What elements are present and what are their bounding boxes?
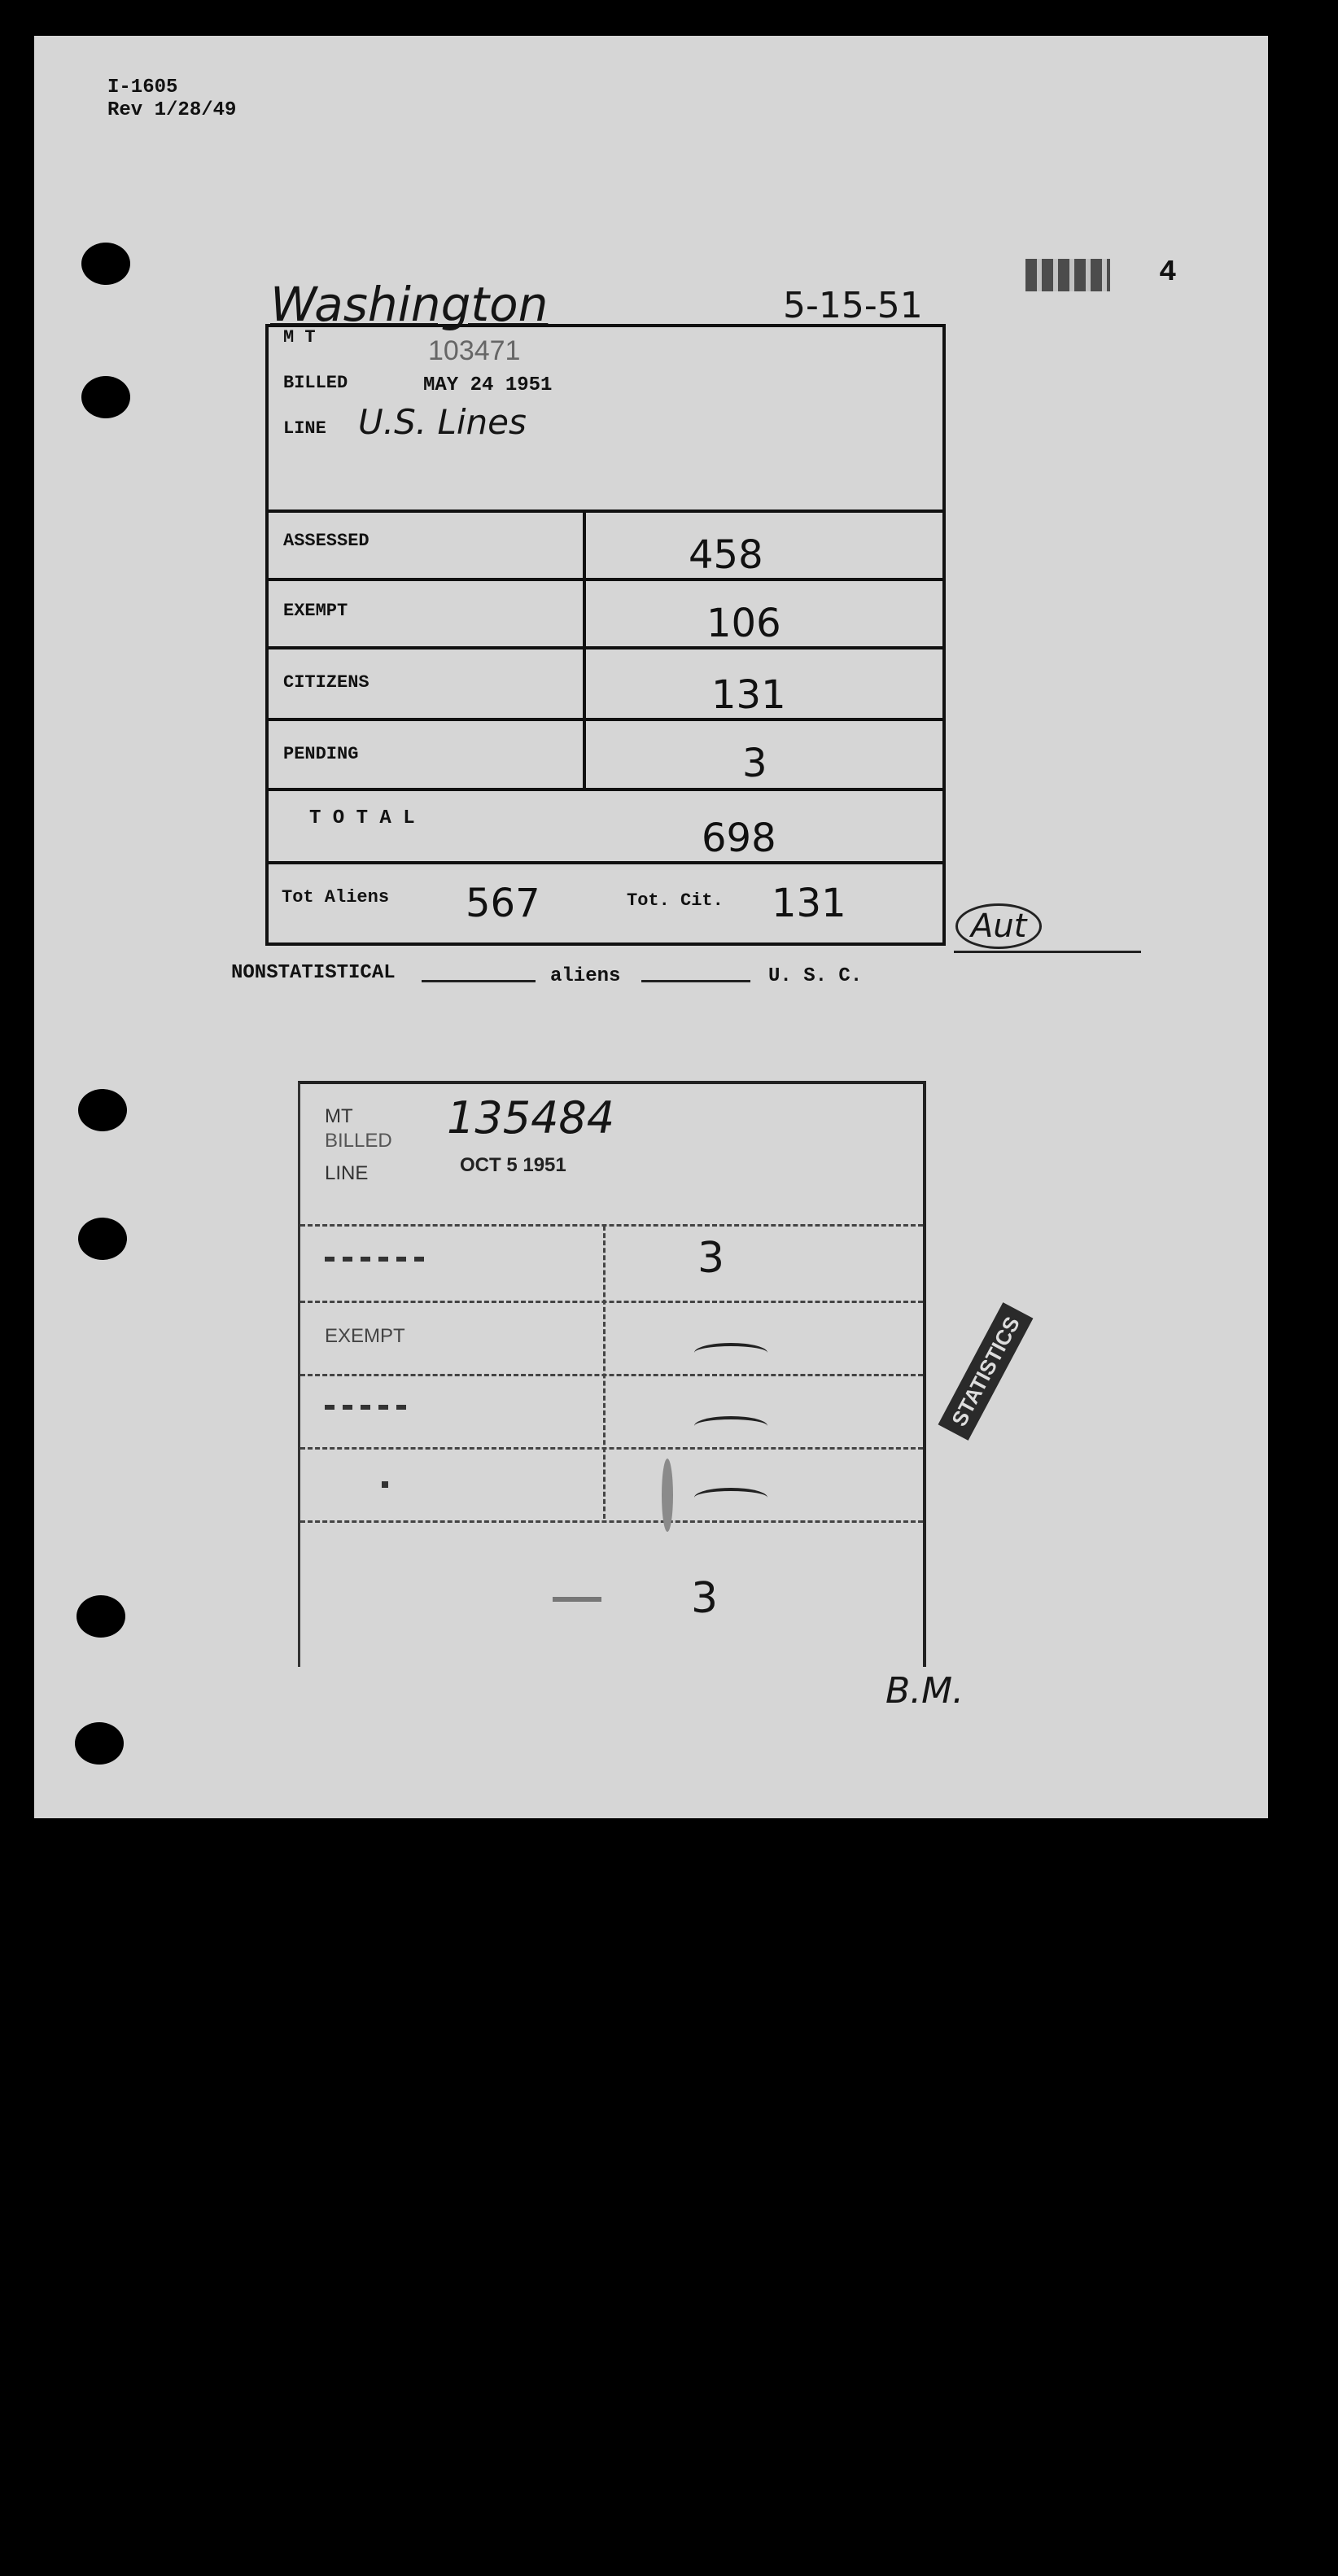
tot-cit-value: 131 bbox=[772, 881, 846, 926]
pending-label: PENDING bbox=[283, 744, 359, 764]
billed-label: BILLED bbox=[325, 1130, 392, 1152]
dash-mark bbox=[694, 1488, 767, 1507]
ink-smudge bbox=[662, 1459, 673, 1532]
line-label: LINE bbox=[283, 418, 326, 439]
faded-pending-label bbox=[382, 1481, 388, 1488]
punch-hole bbox=[81, 376, 130, 418]
initials: Aut bbox=[955, 903, 1042, 949]
divider bbox=[300, 1301, 923, 1303]
mt-number: 135484 bbox=[447, 1092, 615, 1144]
total-label: T O T A L bbox=[309, 807, 415, 829]
citizens-value: 131 bbox=[711, 672, 786, 718]
page-number: 4 bbox=[1159, 256, 1177, 289]
punch-hole bbox=[78, 1089, 127, 1131]
assessed-value: 458 bbox=[689, 532, 763, 578]
divider bbox=[300, 1374, 923, 1376]
divider bbox=[269, 788, 942, 791]
tally-form-2 bbox=[298, 1081, 926, 1667]
faded-total-label bbox=[553, 1597, 601, 1602]
blank-line bbox=[422, 980, 536, 982]
document-page bbox=[34, 36, 1268, 1818]
divider bbox=[269, 646, 942, 649]
punch-hole bbox=[75, 1722, 124, 1765]
usc-label: U. S. C. bbox=[768, 965, 863, 987]
faded-assessed-label bbox=[325, 1257, 431, 1262]
billed-date: MAY 24 1951 bbox=[423, 374, 553, 396]
divider bbox=[300, 1447, 923, 1450]
punch-hole bbox=[77, 1595, 125, 1638]
mt-label: MT bbox=[325, 1105, 353, 1127]
punch-hole bbox=[81, 243, 130, 285]
divider bbox=[269, 861, 942, 864]
form-revision: Rev 1/28/49 bbox=[107, 99, 237, 121]
faded-citizens-label bbox=[325, 1405, 414, 1410]
citizens-label: CITIZENS bbox=[283, 672, 369, 693]
form-id: I-1605 bbox=[107, 77, 178, 98]
total-value: 3 bbox=[691, 1574, 719, 1623]
tot-cit-label: Tot. Cit. bbox=[627, 890, 724, 911]
exempt-label: EXEMPT bbox=[283, 601, 348, 621]
initials: B.M. bbox=[885, 1670, 964, 1712]
port-name: Washington bbox=[270, 277, 549, 332]
divider bbox=[300, 1224, 923, 1227]
exempt-label: EXEMPT bbox=[325, 1325, 405, 1347]
billed-date: OCT 5 1951 bbox=[460, 1154, 566, 1176]
nonstatistical-label: NONSTATISTICAL bbox=[231, 962, 396, 984]
column-divider bbox=[583, 510, 586, 789]
assessed-label: ASSESSED bbox=[283, 531, 369, 551]
divider bbox=[269, 510, 942, 513]
tot-aliens-value: 567 bbox=[466, 881, 540, 926]
line-label: LINE bbox=[325, 1162, 369, 1184]
tally-form-1 bbox=[265, 324, 946, 946]
redacted-mark bbox=[1025, 259, 1110, 291]
column-divider bbox=[603, 1226, 606, 1519]
billed-label: BILLED bbox=[283, 373, 348, 393]
divider bbox=[300, 1520, 923, 1523]
exempt-value: 106 bbox=[706, 601, 781, 646]
punch-hole bbox=[78, 1218, 127, 1260]
divider bbox=[269, 578, 942, 581]
pending-value: 3 bbox=[742, 741, 767, 786]
dash-mark bbox=[694, 1416, 767, 1436]
dash-mark bbox=[694, 1343, 767, 1362]
date: 5-15-51 bbox=[783, 285, 923, 326]
line-value: U.S. Lines bbox=[358, 402, 527, 442]
tot-aliens-label: Tot Aliens bbox=[282, 887, 390, 908]
statistics-stamp: STATISTICS bbox=[938, 1302, 1034, 1441]
initials-underline bbox=[954, 951, 1141, 953]
blank-line bbox=[641, 980, 750, 982]
total-value: 698 bbox=[702, 816, 776, 861]
mt-number: 103471 bbox=[428, 335, 521, 366]
assessed-value: 3 bbox=[697, 1234, 725, 1283]
aliens-label: aliens bbox=[550, 965, 621, 987]
mt-label: M T bbox=[283, 327, 316, 348]
divider bbox=[269, 718, 942, 721]
